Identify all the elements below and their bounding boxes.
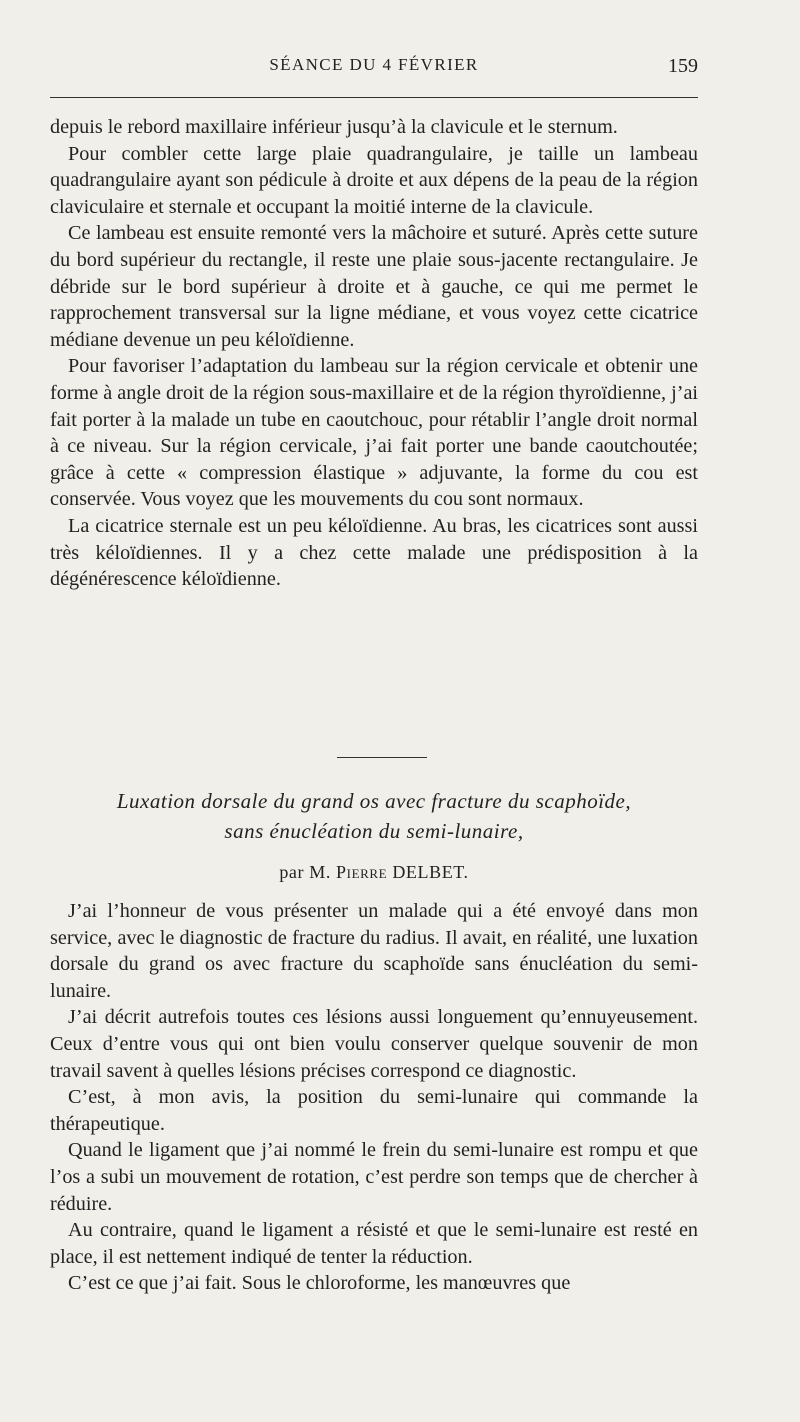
paragraph: La cicatrice sternale est un peu kéloïdienne. Au bras, les cicatrices sont aussi très kéloïdiennes. Il y a chez cette malade une prédisposition à la dégénérescence kéloïdienne. <box>50 514 698 591</box>
author-lastname: DELBET. <box>392 862 469 882</box>
author-firstname: Pierre <box>336 862 388 882</box>
article-title-line: Luxation dorsale du grand os avec fracture du scaphoïde, <box>116 789 632 813</box>
paragraph: Pour favoriser l’adaptation du lambeau sur la région cervicale et obtenir une forme à angle droit de la région sous-maxillaire et de la région thyroïdienne, j’ai fait porter à la malade un tube en caoutchouc, pour rétablir l’angle droit normal à ce niveau. Sur la région cervicale, j’ai fait porter une bande caoutchoutée; grâce à cette « compression élastique » adjuvante, la forme du cou est conservée. Vous voyez que les mouvements du cou sont normaux. <box>50 355 699 511</box>
byline <box>50 862 698 883</box>
paragraph: Ce lambeau est ensuite remonté vers la mâchoire et suturé. Après cette suture du bord supérieur du rectangle, il reste une plaie sous-jacente rectangulaire. Je débride sur le bord supérieur à droite et à gauche, ce qui me permet le rapprochement transversal sur la ligne médiane, et vous voyez cette cicatrice médiane devenue un peu kéloïdienne. <box>50 222 698 351</box>
paragraph: C’est ce que j’ai fait. Sous le chloroforme, les manœuvres que <box>68 1272 571 1295</box>
byline-prefix: par M. <box>279 862 337 882</box>
paragraph: Au contraire, quand le ligament a résisté et que le semi-lunaire est resté en place, il est nettement indiqué de tenter la réduction. <box>50 1219 698 1268</box>
paragraph: Quand le ligament que j’ai nommé le frein du semi-lunaire est rompu et que l’os a subi un mouvement de rotation, c’est perdre son temps que de chercher à réduire. <box>50 1139 698 1215</box>
running-head <box>50 55 698 83</box>
article-title <box>50 786 698 846</box>
body-text-top <box>50 114 698 593</box>
section-divider <box>337 757 427 758</box>
paragraph: depuis le rebord maxillaire inférieur jusqu’à la clavicule et le sternum. <box>50 116 618 138</box>
page-number: 159 <box>668 55 698 77</box>
body-text-bottom <box>50 898 698 1297</box>
article-title-line: sans énucléation du semi-lunaire, <box>224 819 524 843</box>
paragraph: J’ai l’honneur de vous présenter un malade qui a été envoyé dans mon service, avec le diagnostic de fracture du radius. Il avait, en réalité, une luxation dorsale du grand os avec fracture du scaphoïde sans énucléation du semi-lunaire. <box>50 900 698 1002</box>
paragraph: C’est, à mon avis, la position du semi-lunaire qui commande la thérapeutique. <box>50 1086 698 1135</box>
header-rule <box>50 97 698 98</box>
running-title: SÉANCE DU 4 FÉVRIER <box>269 55 479 74</box>
paragraph: J’ai décrit autrefois toutes ces lésions aussi longuement qu’ennuyeusement. Ceux d’entre vous qui ont bien voulu conserver quelque souvenir de mon travail savent à quelles lésions précises correspond ce diagnostic. <box>50 1006 698 1082</box>
paragraph: Pour combler cette large plaie quadrangulaire, je taille un lambeau quadrangulaire ayant son pédicule à droite et aux dépens de la peau de la région claviculaire et sternale et occupant la moitié interne de la clavicule. <box>50 142 698 218</box>
